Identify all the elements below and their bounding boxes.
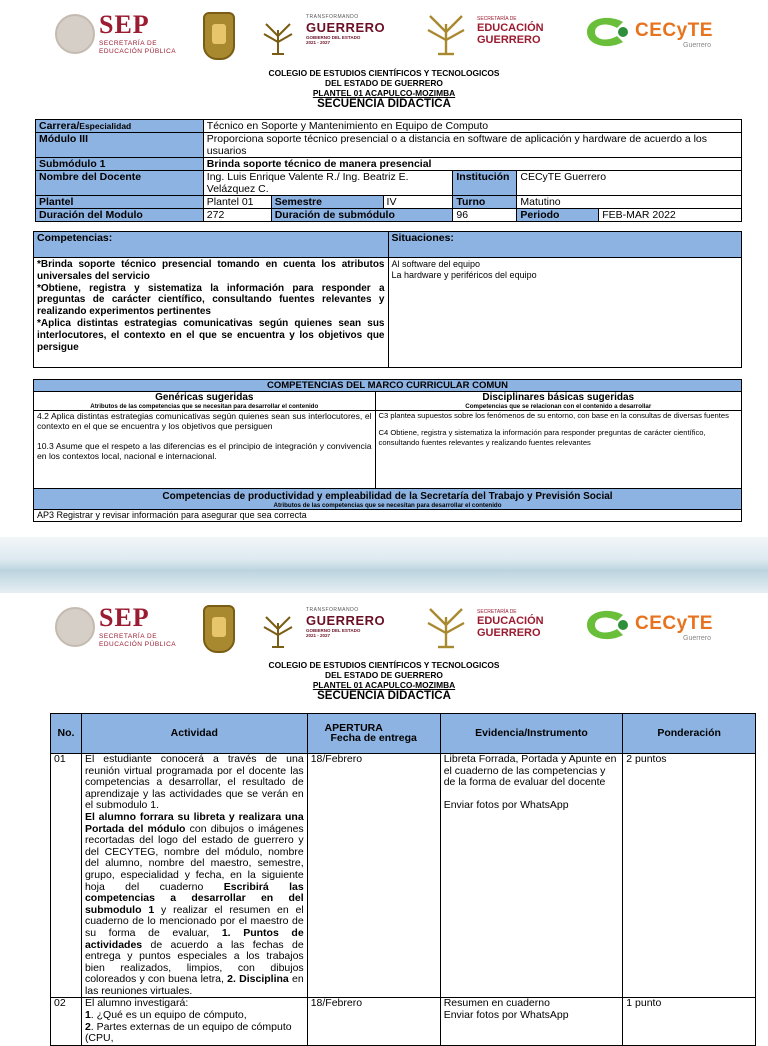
tree-icon xyxy=(258,609,298,649)
competencias-list xyxy=(34,258,389,368)
generica-item: 4.2 Aplica distintas estrategias comunicativas según quienes sean sus interlocutores, el contexto en el que se encuentra y los objetivos que persiguen xyxy=(37,411,372,432)
shield-icon xyxy=(203,605,235,653)
submodulo-value: Brinda soporte técnico de manera presencial xyxy=(203,158,741,171)
duracion-value: 272 xyxy=(203,209,271,222)
evidencia-text: Enviar fotos por WhatsApp xyxy=(443,798,569,811)
column-header-actividad: Actividad xyxy=(81,714,307,754)
semestre-value: IV xyxy=(383,196,453,209)
turno-value: Matutino xyxy=(517,196,742,209)
competencia-item: *Brinda soporte técnico presencial tomando en cuenta los atributos universales del servicio xyxy=(37,259,385,282)
sep-logo xyxy=(55,603,185,653)
row-number: 01 xyxy=(51,754,82,998)
header-line: DEL ESTADO DE GUERRERO xyxy=(325,670,443,680)
actividad-cell xyxy=(81,998,307,1045)
header-line: PLANTEL 01 ACAPULCO-MOZIMBA xyxy=(312,680,456,690)
row-number: 02 xyxy=(51,998,82,1045)
productividad-value: AP3 Registrar y revisar información para asegurar que sea correcta xyxy=(34,510,742,522)
sep-logo-text: SEP xyxy=(99,10,150,39)
disciplinar-item: C4 Obtiene, registra y sistematiza la información para responder preguntas de carácter científico, consultando fuentes relevantes y realizando fuentes relevantes xyxy=(378,428,706,447)
disciplinares-content xyxy=(375,411,741,489)
evidencia-text: Resumen en cuaderno xyxy=(443,997,550,1010)
productividad-header xyxy=(34,489,742,510)
seal-icon xyxy=(55,14,95,54)
shield-icon xyxy=(203,12,235,60)
table-row xyxy=(51,998,756,1045)
apertura-label: APERTURA xyxy=(324,721,383,734)
document-header xyxy=(0,660,768,703)
generica-item: 10.3 Asume que el respeto a las diferencias es el principio de integración y convivencia en los contextos local, nacional e internacional. xyxy=(37,440,372,462)
actividad-text: El estudiante conocerá a través de una reunión virtual programada por el docente las competencias a desarrollar, el resultado de aprendizaje y las actividades que se verán en el submodulo 1. xyxy=(84,753,304,812)
page-title: SECUENCIA DIDACTICA xyxy=(317,98,451,110)
guerrero-logo: TRANSFORMANDO GUERRERO GOBIERNO DEL ESTADO 2021 - 2027 xyxy=(306,14,386,45)
header-line: PLANTEL 01 ACAPULCO-MOZIMBA xyxy=(312,88,456,98)
productividad-title: Competencias de productividad y empleabilidad de la Secretaría del Trabajo y Previsión Social xyxy=(162,491,613,502)
competencias-header: Competencias: xyxy=(34,232,389,258)
document-header xyxy=(0,68,768,111)
seal-icon xyxy=(55,607,95,647)
turno-label: Turno xyxy=(453,196,517,209)
tree-icon xyxy=(424,10,468,56)
cecyte-logo: CECyTE Guerrero xyxy=(583,12,723,62)
evidencia-text: Libreta Forrada, Portada y Apunte en el cuaderno de las competencias y de la forma de evaluar del docente xyxy=(443,753,617,789)
periodo-value: FEB-MAR 2022 xyxy=(599,209,742,222)
sep-logo-text: SEP xyxy=(99,603,150,632)
semestre-label: Semestre xyxy=(271,196,383,209)
tree-icon xyxy=(258,16,298,56)
situaciones-header: Situaciones: xyxy=(388,232,742,258)
situacion-item: Al software del equipo xyxy=(391,259,481,269)
logo-strip xyxy=(0,593,768,663)
column-header-evidencia: Evidencia/Instrumento xyxy=(440,714,623,754)
marco-title: COMPETENCIAS DEL MARCO CURRICULAR COMUN xyxy=(34,380,742,392)
header-line: DEL ESTADO DE GUERRERO xyxy=(325,78,443,88)
fecha-cell: 18/Febrero xyxy=(307,754,440,998)
actividad-text: 1. ¿Qué es un equipo de cómputo, xyxy=(84,1009,247,1022)
duracion-label: Duración del Modulo xyxy=(36,209,204,222)
header-line: COLEGIO DE ESTUDIOS CIENTÍFICOS Y TECNOLOGICOS xyxy=(268,660,500,670)
educacion-guerrero-logo: SECRETARÍA DE EDUCACIÓN GUERRERO xyxy=(477,16,544,46)
page-separator xyxy=(0,537,768,593)
tree-icon xyxy=(424,603,468,649)
actividad-cell xyxy=(81,754,307,998)
competencia-item: *Aplica distintas estrategias comunicativas según quienes sean sus interlocutores, el contexto en el que se encuentra y los objetivos que persigue xyxy=(37,317,385,353)
cecyte-mark-icon xyxy=(583,605,635,645)
disciplinares-header xyxy=(375,392,741,411)
submodulo-label: Submódulo 1 xyxy=(36,158,204,171)
evidencia-cell xyxy=(440,754,623,998)
evidencia-cell xyxy=(440,998,623,1045)
competencias-table xyxy=(33,231,742,368)
situacion-item: La hardware y periféricos del equipo xyxy=(391,270,537,280)
actividad-text: El alumno forrara su libreta y realizara una Portada del módulo con dibujos o imágenes recortadas del logo del estado de guerrero y del CECYTEG, nombre del módulo, nombre del alumno, nombre del maestro, semestre, grupo, especialidad y fecha, en la siguiente hoja del cuaderno Escribirá las competencias a desarrollar en del submodulo 1 y realizar el resumen en el cuaderno de lo mencionado por el maestro de su forma de evaluar, 1. Puntos de actividades de acuerdo a las fechas de entrega y puntos especiales a los trabajos bien realizados, limpios, con dibujos coloreados y con buena letra, 2. Disciplina en las reuniones virtuales. xyxy=(84,810,304,997)
genericas-subtitle: Atributos de las competencias que se necesitan para desarrollar el contenido xyxy=(90,403,319,410)
sep-logo-subtitle: SECRETARÍA DE EDUCACIÓN PÚBLICA xyxy=(99,633,177,648)
institucion-label: Institución xyxy=(453,171,517,196)
table-row xyxy=(51,754,756,998)
fecha-cell: 18/Febrero xyxy=(307,998,440,1045)
modulo-value: Proporciona soporte técnico presencial o a distancia en software de aplicación y hardware de acuerdo a los usuarios xyxy=(203,133,741,158)
competencia-item: *Obtiene, registra y sistematiza la información para responder a preguntas de carácter científico, consultando fuentes relevantes y realizando experimentos pertinentes xyxy=(37,282,385,318)
ponderacion-cell: 1 punto xyxy=(623,998,756,1045)
duracion-submodulo-value: 96 xyxy=(453,209,517,222)
cecyte-logo: CECyTE Guerrero xyxy=(583,605,723,655)
column-header-ponderacion: Ponderación xyxy=(623,714,756,754)
carrera-value: Técnico en Soporte y Mantenimiento en Equipo de Computo xyxy=(203,120,741,133)
fecha-label: Fecha de entrega xyxy=(330,731,417,744)
periodo-label: Periodo xyxy=(517,209,599,222)
plantel-label: Plantel xyxy=(36,196,204,209)
sep-logo xyxy=(55,10,185,60)
actividad-text: 2. Partes externas de un equipo de cómputo (CPU, xyxy=(84,1020,292,1045)
evidencia-text: Enviar fotos por WhatsApp xyxy=(443,1009,569,1022)
disciplinares-title: Disciplinares básicas sugeridas xyxy=(482,392,635,403)
logo-strip xyxy=(0,0,768,70)
institucion-value: CECyTE Guerrero xyxy=(517,171,742,196)
productividad-subtitle: Atributos de las competencias que se necesitan para desarrollar el contenido xyxy=(273,502,502,509)
carrera-label: Carrera/Especialidad xyxy=(36,120,204,133)
header-line: COLEGIO DE ESTUDIOS CIENTÍFICOS Y TECNOLOGICOS xyxy=(268,68,500,78)
genericas-content xyxy=(34,411,376,489)
plantel-value: Plantel 01 xyxy=(203,196,271,209)
actividades-table xyxy=(50,713,756,1046)
info-table xyxy=(35,119,742,222)
document-page-2 xyxy=(0,593,768,1045)
genericas-title: Genéricas sugeridas xyxy=(155,392,254,403)
actividad-text: El alumno investigará: xyxy=(84,997,189,1010)
disciplinares-subtitle: Competencias que se relacionan con el contenido a desarrollar xyxy=(465,403,652,410)
sep-logo-subtitle: SECRETARÍA DE EDUCACIÓN PÚBLICA xyxy=(99,40,177,55)
marco-curricular-table xyxy=(33,379,742,522)
ponderacion-cell: 2 puntos xyxy=(623,754,756,998)
genericas-header xyxy=(34,392,376,411)
modulo-label: Módulo III xyxy=(36,133,204,158)
educacion-guerrero-logo: SECRETARÍA DE EDUCACIÓN GUERRERO xyxy=(477,609,544,639)
docente-value: Ing. Luis Enrique Valente R./ Ing. Beatriz E. Velázquez C. xyxy=(203,171,453,196)
column-header-no: No. xyxy=(51,714,82,754)
situaciones-list xyxy=(388,258,742,368)
duracion-submodulo-label: Duración de submódulo xyxy=(271,209,453,222)
column-header-fecha xyxy=(307,714,440,754)
cecyte-mark-icon xyxy=(583,12,635,52)
guerrero-logo: TRANSFORMANDO GUERRERO GOBIERNO DEL ESTADO 2021 - 2027 xyxy=(306,607,386,638)
disciplinar-item: C3 plantea supuestos sobre los fenómenos de su entorno, con base en la consultas de diversas fuentes xyxy=(378,411,729,420)
page-title: SECUENCIA DIDACTICA xyxy=(317,690,451,702)
docente-label: Nombre del Docente xyxy=(36,171,204,196)
